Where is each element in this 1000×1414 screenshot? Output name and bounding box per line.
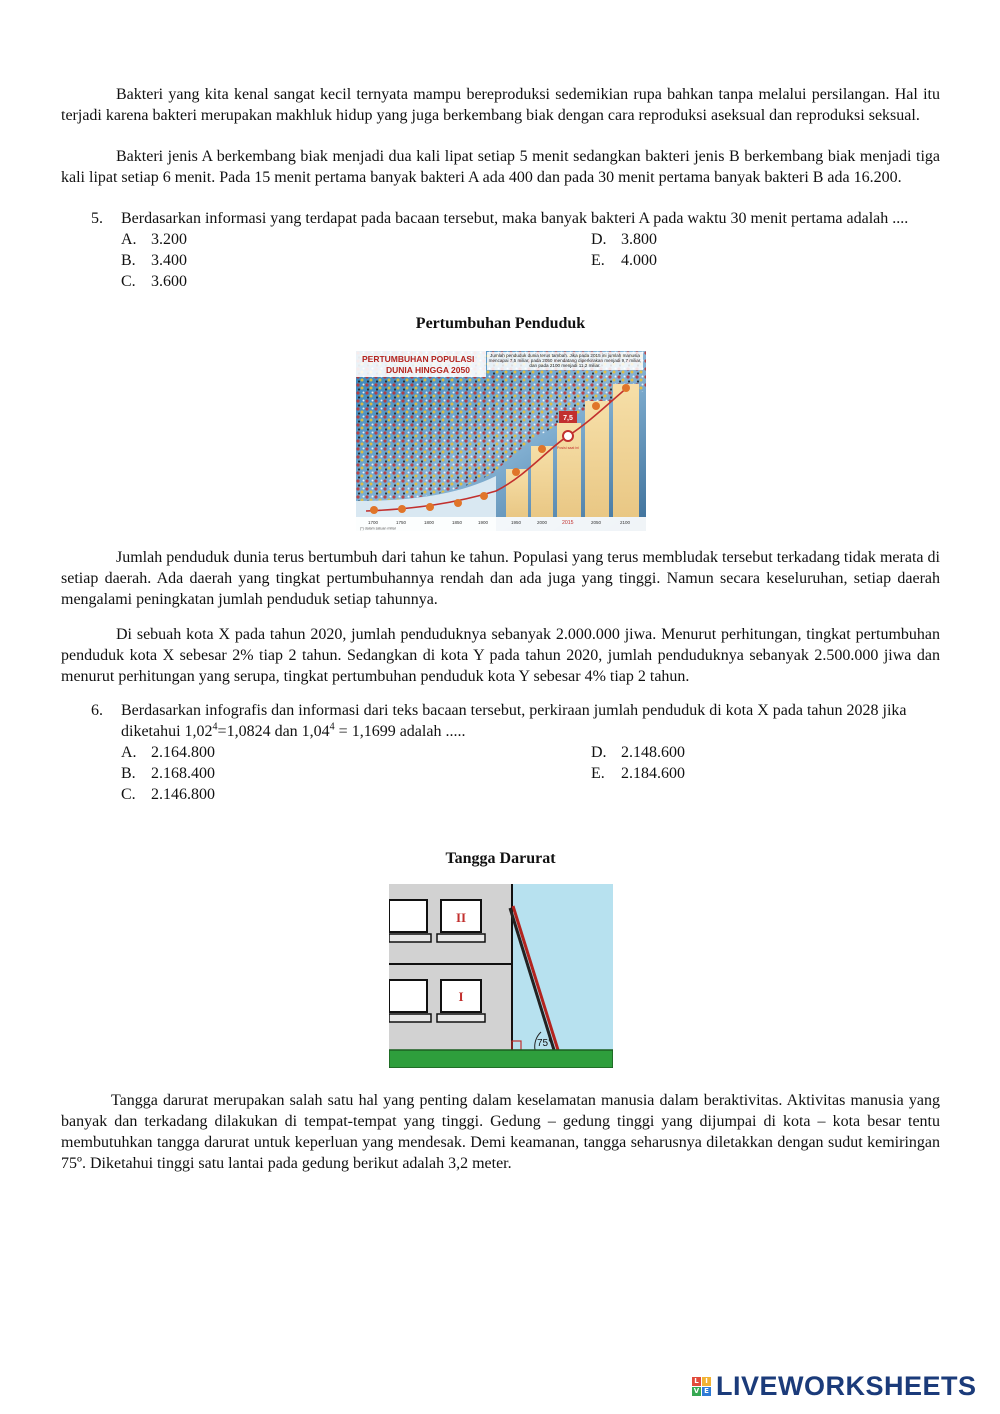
question-5-options [121, 229, 940, 292]
question-5-option-a[interactable]: A. 3.200 [121, 231, 187, 248]
liveworksheets-logo [692, 1371, 977, 1401]
ladder-figure [61, 884, 940, 1070]
svg-text:1950: 1950 [510, 520, 521, 525]
question-5-option-d[interactable]: D. 3.800 [591, 231, 657, 248]
floor-label-lower: I [457, 989, 464, 1004]
worksheet-page [61, 84, 940, 1174]
bar-2050 [585, 401, 609, 517]
infographic-marker-note: Posisi saat ini [556, 446, 579, 450]
question-6-option-e[interactable]: E. 2.184.600 [591, 765, 685, 782]
ladder-figure-image [389, 884, 613, 1068]
svg-text:2050: 2050 [590, 520, 601, 525]
infographic-caption-box [487, 352, 643, 378]
question-5-option-c[interactable]: C. 3.600 [121, 273, 187, 290]
ground [389, 1050, 613, 1068]
question-5-option-e[interactable]: E. 4.000 [591, 252, 657, 269]
angle-label: 75° [536, 1038, 552, 1049]
logo-icon: L I V E [692, 1377, 711, 1396]
bacteria-paragraph-1: Bakteri yang kita kenal sangat kecil ternyata mampu bereproduksi sedemikian rupa bahkan tanpa melalui persilangan. Hal itu terjadi karena bakteri merupakan makhluk hidup yang juga berkembang biak dengan cara reproduksi aseksual dan reproduksi seksual. [61, 86, 940, 124]
svg-text:1850: 1850 [451, 520, 462, 525]
infographic-caption: Jumlah penduduk dunia terus tambah. Jika pada 2015 ini jumlah manusia mencapai 7,5 miliar, pada 2050 mendatang diperkirakan menjadi 9,7 miliar, dan pada 2100 menjadi 11,2 miliar. [488, 353, 641, 369]
question-6-option-d[interactable]: D. 2.148.600 [591, 744, 685, 761]
question-6-option-a[interactable]: A. 2.164.800 [121, 744, 215, 761]
question-6-option-b[interactable]: B. 2.168.400 [121, 765, 215, 782]
logo-text: LIVEWORKSHEETS [716, 1371, 977, 1401]
population-infographic-image [356, 351, 646, 531]
svg-text:1900: 1900 [477, 520, 488, 525]
population-paragraph-2: Di sebuah kota X pada tahun 2020, jumlah penduduknya sebanyak 2.000.000 jiwa. Menurut perhitungan, tingkat pertumbuhan penduduk kota X sebesar 2% tiap 2 tahun. Sedangkan di kota Y pada tahun 2020, jumlah penduduknya sebanyak 2.500.000 jiwa dan menurut perhitungan yang serupa, tingkat pertumbuhan penduduk kota Y sebesar 4% tiap 2 tahun. [61, 626, 940, 685]
svg-text:1750: 1750 [395, 520, 406, 525]
infographic-highlight-value: 7,5 [562, 415, 573, 422]
question-5-number: 5. [91, 210, 103, 227]
question-5-option-b[interactable]: B. 3.400 [121, 252, 187, 269]
bacteria-paragraph-2: Bakteri jenis A berkembang biak menjadi dua kali lipat setiap 5 menit sedangkan bakteri jenis B berkembang biak menjadi tiga kali lipat setiap 6 menit. Pada 15 menit pertama banyak bakteri A ada 400 dan pada 30 menit pertama banyak bakteri B ada 16.200. [61, 148, 940, 186]
infographic-current-marker [563, 431, 573, 441]
svg-text:1700: 1700 [367, 520, 378, 525]
population-paragraph-1: Jumlah penduduk dunia terus bertumbuh dari tahun ke tahun. Populasi yang terus membludak tersebut terkadang tidak merata di setiap daerah. Ada daerah yang tingkat pertumbuhannya rendah dan ada juga yang tinggi. Namun secara keseluruhan, setiap daerah mengalami peningkatan jumlah penduduk setiap tahunnya. [61, 549, 940, 608]
population-infographic [61, 351, 940, 533]
bar-1950 [506, 469, 528, 517]
svg-text:2015: 2015 [561, 520, 574, 526]
infographic-heading-1: PERTUMBUHAN POPULASI [361, 354, 474, 364]
question-6 [61, 700, 940, 805]
population-section-title: Pertumbuhan Penduduk [415, 315, 586, 332]
floor-label-upper: II [455, 910, 466, 925]
question-6-options [121, 742, 940, 805]
question-6-number: 6. [91, 702, 103, 719]
svg-text:2000: 2000 [536, 520, 547, 525]
svg-text:2100: 2100 [619, 520, 630, 525]
ladder-paragraph: Tangga darurat merupakan salah satu hal yang penting dalam keselamatan manusia dalam beraktivitas. Aktivitas manusia yang banyak dan terkadang dilakukan di tempat-tempat yang tinggi. Gedung – gedung tinggi yang dijumpai di kota – kota besar tentu membutuhkan tangga darurat untuk keperluan yang mendesak. Demi keamanan, tangga seharusnya diletakkan dengan sudut kemiringan 75º. Diketahui tinggi satu lantai pada gedung berikut adalah 3,2 meter. [61, 1092, 940, 1172]
question-6-stem: Berdasarkan infografis dan informasi dari teks bacaan tersebut, perkiraan jumlah penduduk di kota X pada tahun 2028 jika diketahui $1,02^4=1,0824$ dan $1,04^4 = 1,1699$ adalah ..... [121, 702, 907, 740]
svg-text:1800: 1800 [423, 520, 434, 525]
infographic-heading-2: DUNIA HINGGA 2050 [385, 365, 470, 375]
question-5-stem: Berdasarkan informasi yang terdapat pada bacaan tersebut, maka banyak bakteri A pada waktu 30 menit pertama adalah .... [121, 210, 909, 227]
ladder-section-title: Tangga Darurat [445, 850, 556, 867]
question-6-option-c[interactable]: C. 2.146.800 [121, 786, 215, 803]
bar-2100 [613, 384, 639, 517]
question-5 [61, 208, 940, 292]
infographic-footnote: (*) dalam satuan miliar [359, 526, 396, 531]
